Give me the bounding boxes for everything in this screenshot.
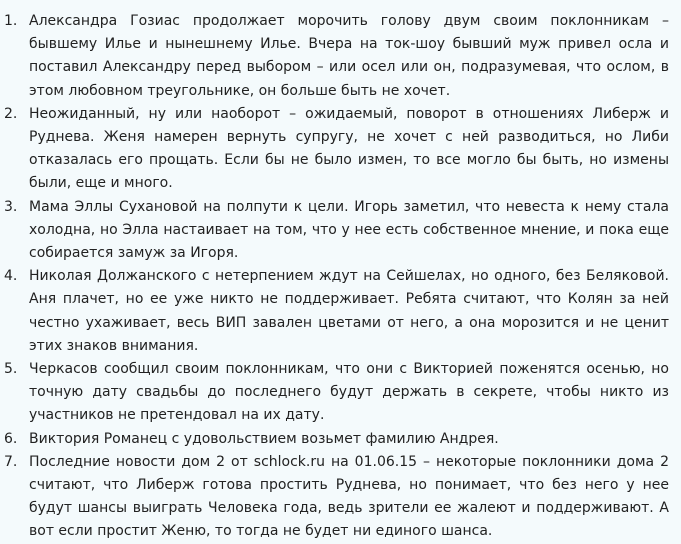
list-item-text: Неожиданный, ну или наоборот – ожидаемый, поворот в отношениях Либерж и Руднева. Женя намерен вернуть супругу, не хочет с ней разводиться, но Либи отказалась его прощать. Если бы не было измен, то все могло бы быть, но измены были, еще и много. xyxy=(29,105,669,192)
list-item xyxy=(4,103,669,196)
list-item xyxy=(4,265,669,358)
list-item-text: Последние новости дом 2 от schlock.ru на 01.06.15 – некоторые поклонники дома 2 считают, что Либерж готова простить Руднева, но понимает, что без него у нее будут шансы выиграть Человека года, ведь зрители ее жалеют и поддерживают. А вот если простит Женю, то тогда не будет ни единого шанса. xyxy=(29,453,669,540)
list-item xyxy=(4,451,669,544)
list-item-text: Николая Должанского с нетерпением ждут на Сейшелах, но одного, без Беляковой. Аня плачет, но ее уже никто не поддерживает. Ребята считают, что Колян за ней честно ухаживает, весь ВИП завален цветами от него, а она морозится и не ценит этих знаков внимания. xyxy=(29,268,669,354)
list-item-number: 5. xyxy=(4,361,18,378)
list-item-number: 7. xyxy=(4,453,18,470)
list-item-text: Черкасов сообщил своим поклонникам, что они с Викторией поженятся осенью, но точную дату свадьбы до последнего будут держать в секрете, чтобы никто из участников не претендовал на их дату. xyxy=(29,361,669,424)
list-item xyxy=(4,428,669,451)
list-item-text: Александра Гозиас продолжает морочить голову двум своим поклонникам – бывшему Илье и нынешнему Илье. Вчера на ток-шоу бывший муж привел осла и поставил Александру перед выбором – или осел или он, подразумевая, что ослом, в этом любовном треугольнике, он больше быть не хочет. xyxy=(29,13,669,99)
list-item-number: 4. xyxy=(4,268,18,285)
list-item xyxy=(4,10,669,103)
list-item xyxy=(4,196,669,266)
list-item-number: 3. xyxy=(4,198,18,215)
list-item xyxy=(4,358,669,428)
news-list xyxy=(4,10,669,544)
list-item-text: Мама Эллы Сухановой на полпути к цели. Игорь заметил, что невеста к нему стала холодна, но Элла настаивает на том, что у нее есть собственное мнение, и пока еще собирается замуж за Игоря. xyxy=(29,198,669,262)
list-item-number: 2. xyxy=(4,105,18,122)
list-item-text: Виктория Романец с удовольствием возьмет фамилию Андрея. xyxy=(29,430,499,447)
list-item-number: 6. xyxy=(4,430,18,447)
list-item-number: 1. xyxy=(4,13,18,29)
